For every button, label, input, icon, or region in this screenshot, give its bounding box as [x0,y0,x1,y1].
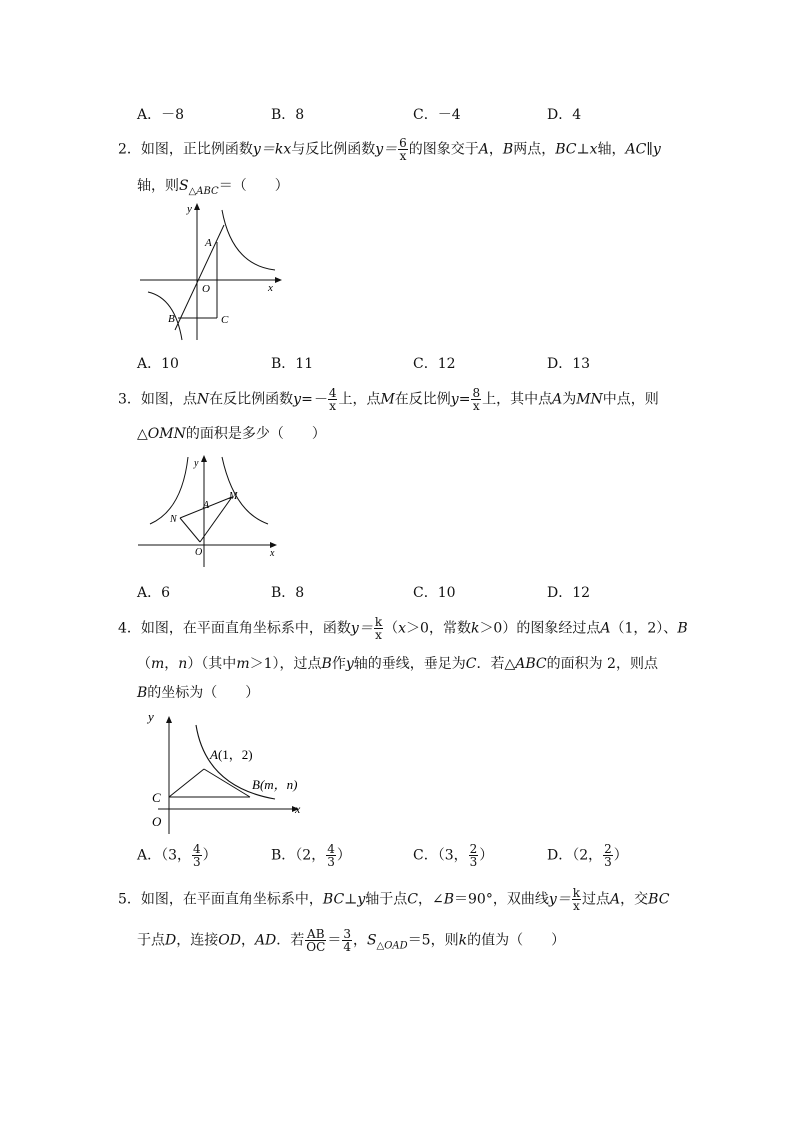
math: ABC [515,656,547,672]
y-axis-arrow [201,455,207,462]
math: A [600,620,611,637]
numerator: k [572,886,581,900]
text: A．（3， [137,847,192,864]
fraction [192,843,202,868]
fraction [471,387,481,412]
math: M [380,391,395,408]
denominator: 4 [343,940,351,954]
math: OMN [147,426,186,442]
q4-figure [140,707,310,837]
label-b: B [168,313,175,325]
math: B [502,141,514,158]
q1-option-a[interactable]: A．－8 [137,107,185,123]
math: A [610,891,621,908]
denominator: 3 [193,855,201,869]
numerator: 4 [327,842,335,856]
text: B．（2， [271,847,326,864]
text: ， [164,656,179,672]
label-o: O [202,283,210,295]
text: 的面积是多少（ ） [185,426,326,442]
q2-option-d[interactable]: D．13 [547,356,591,372]
q4-line3 [137,684,259,702]
text: 于点 [137,932,165,949]
label-a: A [203,500,210,511]
numerator: k [374,615,383,629]
q3-line2 [137,425,326,443]
text: （ [384,620,399,637]
segment-ab [204,769,250,797]
fraction [603,843,613,868]
text: ） [613,847,628,864]
math: AD [254,932,277,949]
q5-line1 [118,887,669,912]
fraction [342,928,352,953]
text: ， [352,932,367,949]
text: ， [488,141,503,158]
numerator: 2 [469,842,478,856]
text: 轴的垂线，垂足为 [353,656,466,672]
numerator: 4 [193,842,201,856]
question-number: 2． [118,141,141,158]
text: 两点， [513,141,556,158]
text: 如图，正比例函数 [140,141,253,158]
math: S [366,932,377,949]
denominator: x [375,628,382,642]
q2-option-a[interactable]: A．10 [137,356,179,372]
math: C [465,656,477,672]
text: 上，点 [338,391,381,408]
math: B [321,656,332,672]
math: y＝kx [252,141,292,158]
text: 中点，则 [602,391,659,408]
label-a: A(1，2) [210,747,253,762]
math: A [552,391,563,408]
fraction [572,887,581,912]
subscript: △OAD [376,940,408,952]
text: 的值为（ ） [467,932,566,949]
text: ＞0，常数 [406,620,471,637]
y-axis-arrow [194,203,200,210]
math: MN [576,391,603,408]
q3-option-b[interactable]: B．8 [271,585,305,601]
math: k [458,932,468,949]
q3-line1 [118,387,659,412]
math: B [137,685,148,701]
text: 作 [331,656,346,672]
hyperbola-q1 [222,210,275,270]
math: BC⊥x [555,141,598,158]
text: ） [202,847,217,864]
math: m [151,656,165,672]
math: y=－ [293,391,327,408]
segment-ca [169,769,204,797]
text: ＝5，则 [407,932,459,949]
q1-option-d[interactable]: D．4 [547,107,582,123]
text: 轴， [597,141,626,158]
label-o: O [152,814,162,829]
text: ．若 [276,932,305,949]
label-m: M [229,491,238,502]
text: ＝90°，双曲线 [454,891,549,908]
math: B [443,891,455,908]
text: 的面积为 2，则点 [546,656,658,672]
numerator: 3 [343,927,351,941]
text: 过点 [582,891,611,908]
label-a: A [205,237,212,249]
q2-option-b[interactable]: B．11 [271,356,314,372]
subscript: △ABC [188,185,219,197]
label-x: x [268,282,273,294]
denominator: x [399,149,407,163]
label-c: C [152,790,161,805]
q4-option-a[interactable] [137,843,217,868]
text: 的图象交于 [408,141,479,158]
numerator: 4 [328,386,337,400]
label-c: C [221,314,229,326]
label-y: y [148,709,154,724]
question-number: 3． [118,391,141,408]
text: ＝ [327,932,342,949]
text: ，连接 [176,932,219,949]
label-x: x [270,548,275,559]
q3-figure [138,452,283,570]
math: y= [450,391,471,408]
text: 的坐标为（ ） [147,685,260,701]
text: 如图，点 [140,391,197,408]
text: ．若△ [476,656,516,672]
q2-figure [140,200,285,345]
math: S [179,178,189,194]
math: BC [648,891,670,908]
q4-line2 [137,655,658,673]
q2-line1 [118,137,661,162]
label-o: O [195,547,203,558]
label-x: x [295,802,301,816]
text: （ [137,656,151,672]
fraction [326,843,336,868]
label-y: y [187,203,192,215]
text: （1，2）、 [610,620,678,637]
math: B [677,620,688,637]
denominator: OC [306,940,326,954]
q1-option-b[interactable]: B．8 [271,107,305,123]
text: ，交 [620,891,649,908]
text: ） [479,847,494,864]
text: ＞1），过点 [249,656,322,672]
fraction [328,387,338,412]
text: 为 [562,391,577,408]
denominator: x [472,399,480,413]
hyperbola-q3 [148,292,182,340]
math: D [165,932,177,949]
text: ）（其中 [187,656,237,672]
q4-line1 [118,616,688,641]
math: y＝ [375,141,398,158]
x-axis-arrow [275,277,282,283]
fraction [469,843,479,868]
text: 上，其中点 [482,391,553,408]
math: N [196,391,210,408]
denominator: x [573,899,580,913]
denominator: 3 [469,855,478,869]
text: 如图，在平面直角坐标系中，函数 [140,620,351,637]
text: 轴于点 [365,891,408,908]
numerator: 8 [472,386,481,400]
numerator: AB [307,927,325,941]
q5-line2 [137,928,565,955]
text: D．（2， [547,847,603,864]
text: 与反比例函数 [291,141,376,158]
q3-option-d[interactable]: D．12 [547,585,591,601]
question-number: 5． [118,891,141,908]
text: △ [137,426,148,442]
math: x [398,620,407,637]
text: 在反比例函数 [209,391,294,408]
q2-line2 [137,177,289,201]
text: 轴，则 [137,178,179,194]
fraction [374,616,383,641]
math: y [345,656,354,672]
label-b: B(m，n) [252,777,298,792]
math: m [236,656,250,672]
text: 如图，在平面直角坐标系中， [140,891,323,908]
label-y: y [194,458,199,469]
text: ，∠ [417,891,444,908]
text: ＝（ ） [218,178,289,194]
fraction [398,137,408,162]
q3-option-a[interactable]: A．6 [137,585,171,601]
math: n [178,656,188,672]
text: ＞0）的图象经过点 [479,620,601,637]
numerator: 2 [604,842,612,856]
q4-option-d[interactable] [547,843,628,868]
text: C．（3， [413,847,468,864]
q1-option-c[interactable]: C．－4 [413,107,461,123]
math: A [478,141,489,158]
denominator: 3 [604,855,612,869]
y-axis-arrow [166,716,172,723]
math: y＝ [548,891,571,908]
q4-option-b[interactable] [271,843,351,868]
math: AC∥y [625,141,661,158]
label-n: N [170,514,177,525]
text: ） [336,847,351,864]
q4-option-c[interactable] [413,843,493,868]
math: k [470,620,480,637]
question-number: 4． [118,620,141,637]
math: y＝ [350,620,373,637]
text: 在反比例 [394,391,451,408]
numerator: 6 [399,136,407,150]
denominator: x [329,399,337,413]
q2-option-c[interactable]: C．12 [413,356,456,372]
q3-option-c[interactable]: C．10 [413,585,456,601]
text: ， [240,932,255,949]
denominator: 3 [327,855,335,869]
math: BC⊥y [322,891,366,908]
segment-on [180,518,200,542]
math: OD [218,932,241,949]
hyperbola-q2 [150,457,188,524]
fraction [305,928,326,953]
math: C [407,891,418,908]
